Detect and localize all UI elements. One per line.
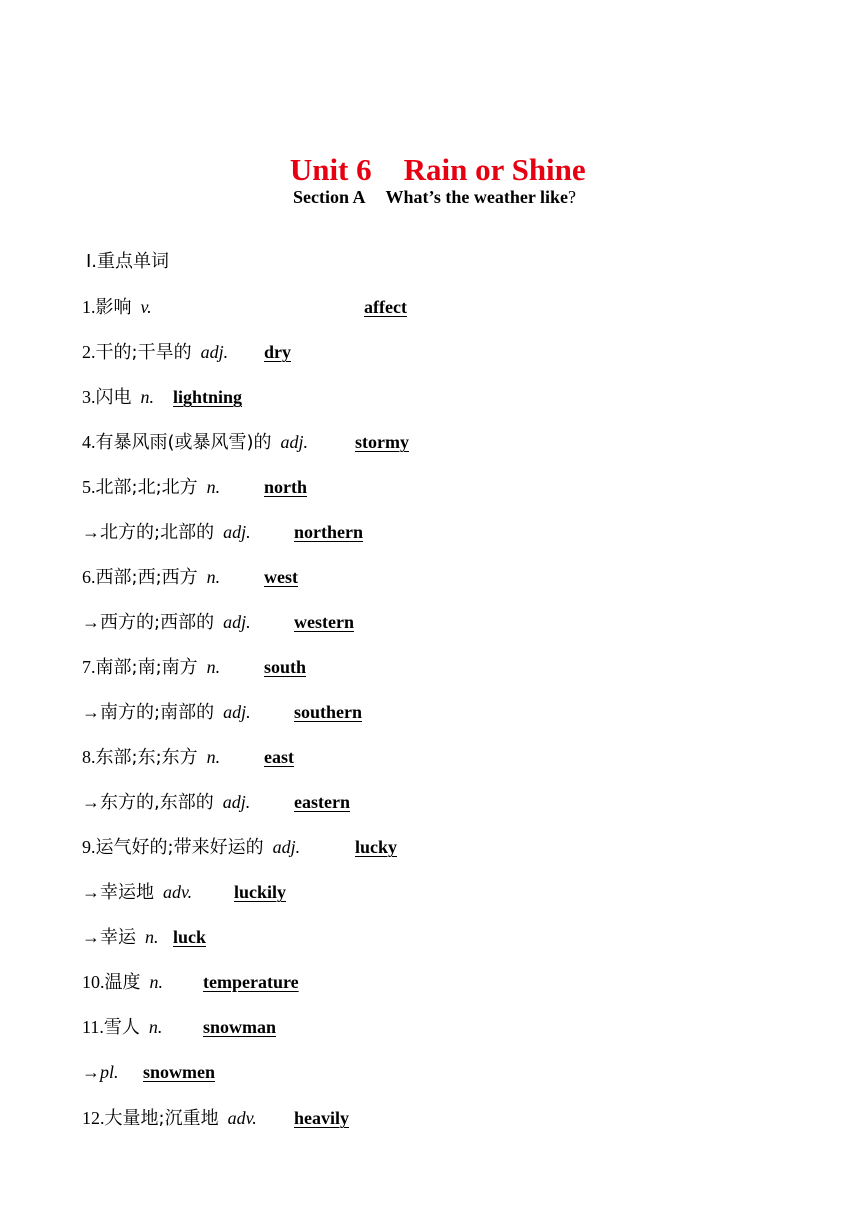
vocab-entry <box>82 832 398 862</box>
vocab-entry <box>82 877 287 907</box>
vocab-entry <box>82 787 350 817</box>
entry-meaning: 有暴风雨(或暴风雪)的 <box>95 432 272 453</box>
entry-part-of-speech: adj. <box>280 432 309 452</box>
entry-answer: southern <box>294 702 363 722</box>
vocab-entry <box>82 562 298 592</box>
vocab-entry <box>82 472 308 502</box>
entry-answer: north <box>264 477 308 497</box>
entry-number: 2. <box>82 342 96 362</box>
entry-part-of-speech: n. <box>145 927 159 947</box>
entry-meaning: 温度 <box>104 972 141 993</box>
entry-part-of-speech: n. <box>206 657 221 677</box>
entry-number: 11. <box>82 1017 104 1037</box>
vocab-entry <box>82 1057 216 1087</box>
vocab-entry <box>82 967 299 997</box>
entry-answer: south <box>264 657 307 677</box>
question-mark: ? <box>568 187 576 207</box>
entry-answer: lightning <box>173 387 243 407</box>
unit-name: Rain or Shine <box>403 152 586 187</box>
vocab-entry <box>82 337 291 367</box>
entry-number: → <box>82 882 100 902</box>
entry-part-of-speech: adj. <box>223 702 251 722</box>
entry-meaning: 西方的;西部的 <box>100 612 215 633</box>
entry-part-of-speech: pl. <box>100 1062 119 1082</box>
entry-meaning: 大量地;沉重地 <box>104 1108 219 1129</box>
entry-part-of-speech: v. <box>140 297 152 317</box>
entry-meaning: 东方的,东部的 <box>100 792 214 813</box>
entry-part-of-speech: n. <box>206 477 221 497</box>
entry-part-of-speech: adv. <box>227 1108 257 1128</box>
entry-answer: stormy <box>355 432 409 452</box>
vocab-entry <box>82 427 409 457</box>
vocab-entry <box>82 742 294 772</box>
vocab-entry <box>82 1103 350 1133</box>
entry-answer: dry <box>264 342 291 362</box>
vocab-entry <box>82 922 207 952</box>
entry-number: → <box>82 927 100 947</box>
entry-answer: eastern <box>294 792 350 812</box>
entry-meaning: 南部;南;南方 <box>95 657 198 678</box>
entry-number: 3. <box>82 387 96 407</box>
entry-number: → <box>82 522 100 542</box>
entry-answer: west <box>264 567 298 587</box>
entry-meaning: 幸运 <box>100 927 136 948</box>
section-title <box>0 158 860 210</box>
vocab-entry <box>82 1012 277 1042</box>
entry-part-of-speech: n. <box>148 1017 163 1037</box>
entry-number: 9. <box>82 837 96 857</box>
entry-meaning: 影响 <box>95 297 132 318</box>
entry-number: 5. <box>82 477 96 497</box>
entry-meaning: 运气好的;带来好运的 <box>95 837 264 858</box>
section-label: Section A <box>293 187 366 207</box>
entry-part-of-speech: adj. <box>222 792 251 812</box>
entry-answer: heavily <box>294 1108 350 1128</box>
entry-number: 7. <box>82 657 96 677</box>
entry-meaning: 干的;干旱的 <box>95 342 192 363</box>
vocab-entry <box>82 517 363 547</box>
entry-part-of-speech: adj. <box>200 342 229 362</box>
entry-answer: luckily <box>234 882 287 902</box>
section-name: What’s the weather like <box>385 187 568 207</box>
entry-meaning: 雪人 <box>103 1017 140 1038</box>
entry-answer: temperature <box>203 972 299 992</box>
vocab-entry <box>82 607 354 637</box>
entry-part-of-speech: adv. <box>163 882 193 902</box>
vocab-entry <box>82 697 363 727</box>
entry-meaning: 西部;西;西方 <box>95 567 198 588</box>
part-heading: Ⅰ.重点单词 <box>86 251 170 272</box>
entry-part-of-speech: n. <box>206 747 221 767</box>
entry-number: → <box>82 612 100 632</box>
entry-meaning: 北方的;北部的 <box>100 522 215 543</box>
entry-meaning: 闪电 <box>95 387 132 408</box>
entry-answer: snowman <box>203 1017 277 1037</box>
entry-answer: east <box>264 747 294 767</box>
entry-meaning: 南方的;南部的 <box>100 702 215 723</box>
entry-answer: northern <box>294 522 363 542</box>
entry-number: → <box>82 792 100 812</box>
unit-number: Unit 6 <box>289 152 372 187</box>
entry-number: 10. <box>82 972 105 992</box>
entry-number: 8. <box>82 747 96 767</box>
entry-part-of-speech: adj. <box>223 522 251 542</box>
vocab-entry <box>82 382 243 412</box>
entry-part-of-speech: n. <box>206 567 221 587</box>
vocab-entry <box>82 652 307 682</box>
entry-part-of-speech: adj. <box>223 612 251 632</box>
entry-meaning: 东部;东;东方 <box>95 747 198 768</box>
entry-answer: luck <box>173 927 207 947</box>
entry-part-of-speech: n. <box>140 387 154 407</box>
entry-answer: lucky <box>355 837 398 857</box>
entry-number: 12. <box>82 1108 105 1128</box>
entry-number: 4. <box>82 432 96 452</box>
vocab-entry <box>82 292 407 322</box>
entry-number: → <box>82 1062 100 1082</box>
entry-meaning: 幸运地 <box>100 882 154 903</box>
entry-number: 1. <box>82 297 96 317</box>
entry-answer: affect <box>364 297 407 317</box>
entry-answer: snowmen <box>143 1062 216 1082</box>
entry-meaning: 北部;北;北方 <box>95 477 198 498</box>
entry-number: 6. <box>82 567 96 587</box>
entry-answer: western <box>294 612 354 632</box>
entry-number: → <box>82 702 100 722</box>
entry-part-of-speech: n. <box>149 972 163 992</box>
entry-part-of-speech: adj. <box>272 837 301 857</box>
